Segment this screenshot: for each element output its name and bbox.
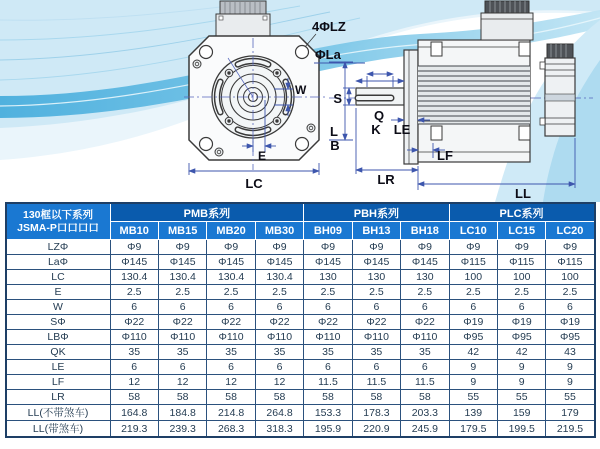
- row-label: W: [6, 300, 111, 315]
- table-cell: 35: [158, 345, 206, 360]
- model-header-BH18: BH18: [401, 222, 449, 240]
- front-connector: [216, 1, 270, 36]
- table-corner-header: [6, 203, 111, 240]
- table-cell: 100: [546, 270, 595, 285]
- table-cell: 35: [110, 345, 158, 360]
- table-cell: 219.5: [546, 421, 595, 438]
- table-cell: Φ22: [110, 315, 158, 330]
- table-cell: 42: [449, 345, 497, 360]
- table-cell: 9: [449, 360, 497, 375]
- table-cell: 130: [352, 270, 400, 285]
- table-cell: 6: [352, 360, 400, 375]
- table-cell: Φ22: [401, 315, 449, 330]
- row-label: LR: [6, 390, 111, 405]
- table-cell: Φ9: [110, 240, 158, 255]
- table-cell: 203.3: [401, 405, 449, 421]
- table-row: [6, 240, 595, 255]
- table-cell: 58: [401, 390, 449, 405]
- table-cell: 6: [207, 300, 255, 315]
- table-cell: 12: [158, 375, 206, 390]
- table-row: [6, 255, 595, 270]
- row-label: LaΦ: [6, 255, 111, 270]
- table-cell: Φ110: [352, 330, 400, 345]
- table-cell: 9: [546, 375, 595, 390]
- table-cell: 9: [449, 375, 497, 390]
- table-row: [6, 270, 595, 285]
- encoder-housing: [540, 44, 575, 136]
- model-header-MB15: MB15: [158, 222, 206, 240]
- table-cell: Φ9: [352, 240, 400, 255]
- table-row: [6, 360, 595, 375]
- table-cell: 100: [498, 270, 546, 285]
- mounting-hole: [296, 46, 309, 59]
- table-cell: 58: [304, 390, 352, 405]
- dim-label-s: S: [333, 91, 342, 106]
- table-cell: 100: [449, 270, 497, 285]
- table-cell: 6: [352, 300, 400, 315]
- table-cell: 2.5: [352, 285, 400, 300]
- table-cell: Φ145: [304, 255, 352, 270]
- table-cell: 130: [401, 270, 449, 285]
- table-cell: 35: [304, 345, 352, 360]
- shaft: [356, 88, 404, 105]
- dim-label-le: LE: [393, 122, 411, 137]
- table-cell: 2.5: [498, 285, 546, 300]
- row-label: LC: [6, 270, 111, 285]
- dim-label-ll: LL: [515, 186, 531, 201]
- table-cell: 264.8: [255, 405, 303, 421]
- table-cell: 6: [498, 300, 546, 315]
- table-cell: 239.3: [158, 421, 206, 438]
- table-row: [6, 315, 595, 330]
- table-cell: 179: [546, 405, 595, 421]
- table-cell: 58: [110, 390, 158, 405]
- table-cell: Φ9: [207, 240, 255, 255]
- row-label: LL(不带煞车): [6, 405, 111, 421]
- table-cell: 55: [498, 390, 546, 405]
- table-cell: Φ145: [110, 255, 158, 270]
- table-cell: 153.3: [304, 405, 352, 421]
- table-cell: Φ19: [449, 315, 497, 330]
- mounting-hole: [296, 138, 309, 151]
- table-cell: 55: [546, 390, 595, 405]
- table-cell: Φ9: [304, 240, 352, 255]
- table-cell: 12: [110, 375, 158, 390]
- table-cell: 130.4: [207, 270, 255, 285]
- table-cell: Φ110: [158, 330, 206, 345]
- dim-label-q: Q: [373, 108, 385, 123]
- table-cell: 9: [546, 360, 595, 375]
- table-cell: 130.4: [158, 270, 206, 285]
- row-label: LF: [6, 375, 111, 390]
- table-cell: 6: [304, 300, 352, 315]
- dim-label-e: E: [257, 149, 267, 163]
- table-cell: Φ9: [401, 240, 449, 255]
- spec-table-area: [0, 202, 600, 438]
- series-header: PBH系列: [304, 203, 449, 222]
- corner-line-2: JSMA-P口口口口: [17, 221, 99, 234]
- table-cell: 12: [207, 375, 255, 390]
- row-label: LZΦ: [6, 240, 111, 255]
- table-cell: 6: [110, 300, 158, 315]
- table-cell: 6: [255, 300, 303, 315]
- table-row: [6, 421, 595, 438]
- spec-table-head: [6, 203, 595, 240]
- table-cell: 2.5: [110, 285, 158, 300]
- table-cell: 6: [110, 360, 158, 375]
- table-cell: 6: [304, 360, 352, 375]
- table-cell: 2.5: [255, 285, 303, 300]
- power-connector: [481, 1, 533, 40]
- table-cell: Φ19: [546, 315, 595, 330]
- table-cell: 6: [158, 360, 206, 375]
- model-header-MB10: MB10: [110, 222, 158, 240]
- dim-label-la: ΦLa: [315, 47, 341, 62]
- side-flange: [404, 50, 418, 164]
- table-cell: 2.5: [158, 285, 206, 300]
- table-cell: Φ95: [546, 330, 595, 345]
- table-cell: Φ145: [255, 255, 303, 270]
- table-cell: 9: [498, 360, 546, 375]
- model-header-MB20: MB20: [207, 222, 255, 240]
- table-cell: Φ110: [110, 330, 158, 345]
- table-cell: Φ9: [546, 240, 595, 255]
- table-cell: Φ95: [449, 330, 497, 345]
- table-cell: Φ110: [207, 330, 255, 345]
- table-cell: 58: [207, 390, 255, 405]
- table-cell: Φ22: [207, 315, 255, 330]
- table-cell: Φ115: [498, 255, 546, 270]
- side-view-drawing: [323, 0, 600, 202]
- table-cell: 318.3: [255, 421, 303, 438]
- dim-label-k: K: [371, 122, 381, 137]
- table-cell: 35: [352, 345, 400, 360]
- model-header-LC10: LC10: [449, 222, 497, 240]
- table-cell: Φ110: [304, 330, 352, 345]
- mounting-hole: [200, 46, 213, 59]
- table-cell: Φ22: [352, 315, 400, 330]
- row-label: SΦ: [6, 315, 111, 330]
- table-cell: 55: [449, 390, 497, 405]
- table-cell: Φ22: [255, 315, 303, 330]
- row-label: E: [6, 285, 111, 300]
- model-header-BH09: BH09: [304, 222, 352, 240]
- table-cell: 195.9: [304, 421, 352, 438]
- table-cell: 184.8: [158, 405, 206, 421]
- table-cell: 159: [498, 405, 546, 421]
- table-cell: 178.3: [352, 405, 400, 421]
- series-header: PLC系列: [449, 203, 594, 222]
- table-cell: 220.9: [352, 421, 400, 438]
- table-cell: 6: [449, 300, 497, 315]
- table-cell: Φ22: [158, 315, 206, 330]
- table-cell: 6: [401, 300, 449, 315]
- series-header: PMB系列: [110, 203, 304, 222]
- table-cell: 58: [158, 390, 206, 405]
- table-cell: Φ110: [401, 330, 449, 345]
- model-header-BH13: BH13: [352, 222, 400, 240]
- table-cell: 2.5: [401, 285, 449, 300]
- table-cell: 2.5: [546, 285, 595, 300]
- dim-label-b: B: [330, 138, 340, 153]
- table-cell: Φ9: [158, 240, 206, 255]
- table-cell: 2.5: [207, 285, 255, 300]
- table-cell: 58: [352, 390, 400, 405]
- row-label: LE: [6, 360, 111, 375]
- table-cell: 130.4: [110, 270, 158, 285]
- table-cell: 11.5: [401, 375, 449, 390]
- table-cell: 6: [401, 360, 449, 375]
- drawing-area: [0, 0, 600, 202]
- table-cell: Φ145: [352, 255, 400, 270]
- table-cell: Φ115: [546, 255, 595, 270]
- model-header-LC15: LC15: [498, 222, 546, 240]
- dim-label-l: L: [330, 124, 338, 139]
- table-cell: 199.5: [498, 421, 546, 438]
- table-cell: 43: [546, 345, 595, 360]
- table-cell: 58: [255, 390, 303, 405]
- table-cell: 42: [498, 345, 546, 360]
- dim-label-lc: LC: [245, 176, 263, 191]
- row-label: LL(带煞车): [6, 421, 111, 438]
- model-header-MB30: MB30: [255, 222, 303, 240]
- dim-label-lf: LF: [437, 148, 453, 163]
- table-cell: Φ9: [449, 240, 497, 255]
- table-cell: 35: [255, 345, 303, 360]
- dim-label-lz: 4ΦLZ: [312, 19, 346, 34]
- table-cell: Φ9: [498, 240, 546, 255]
- table-cell: 12: [255, 375, 303, 390]
- table-cell: 130: [304, 270, 352, 285]
- motor-body: [418, 40, 530, 162]
- table-cell: Φ9: [255, 240, 303, 255]
- row-label: QK: [6, 345, 111, 360]
- table-row: [6, 285, 595, 300]
- table-row: [6, 300, 595, 315]
- table-row: [6, 390, 595, 405]
- spec-table-body: [6, 240, 595, 438]
- table-cell: 9: [498, 375, 546, 390]
- table-cell: Φ95: [498, 330, 546, 345]
- table-cell: 35: [401, 345, 449, 360]
- table-cell: 6: [158, 300, 206, 315]
- table-cell: 179.5: [449, 421, 497, 438]
- table-cell: 214.8: [207, 405, 255, 421]
- table-cell: Φ145: [401, 255, 449, 270]
- dim-label-lr: LR: [377, 172, 395, 187]
- table-row: [6, 330, 595, 345]
- table-cell: 268.3: [207, 421, 255, 438]
- table-cell: 6: [546, 300, 595, 315]
- mounting-hole: [200, 138, 213, 151]
- table-cell: 2.5: [449, 285, 497, 300]
- table-cell: 164.8: [110, 405, 158, 421]
- table-cell: Φ22: [304, 315, 352, 330]
- table-cell: Φ145: [207, 255, 255, 270]
- table-cell: Φ110: [255, 330, 303, 345]
- table-cell: Φ145: [158, 255, 206, 270]
- table-cell: 139: [449, 405, 497, 421]
- table-cell: Φ115: [449, 255, 497, 270]
- corner-line-1: 130框以下系列: [22, 208, 94, 221]
- table-cell: Φ19: [498, 315, 546, 330]
- table-row: [6, 405, 595, 421]
- model-header-LC20: LC20: [546, 222, 595, 240]
- table-row: [6, 375, 595, 390]
- table-cell: 245.9: [401, 421, 449, 438]
- table-cell: 11.5: [304, 375, 352, 390]
- table-cell: 6: [207, 360, 255, 375]
- table-cell: 35: [207, 345, 255, 360]
- table-row: [6, 345, 595, 360]
- table-cell: 6: [255, 360, 303, 375]
- dimension-spec-table: [5, 202, 596, 438]
- row-label: LBΦ: [6, 330, 111, 345]
- dim-label-w: W: [295, 83, 307, 97]
- table-cell: 130.4: [255, 270, 303, 285]
- table-cell: 2.5: [304, 285, 352, 300]
- table-cell: 219.3: [110, 421, 158, 438]
- table-cell: 11.5: [352, 375, 400, 390]
